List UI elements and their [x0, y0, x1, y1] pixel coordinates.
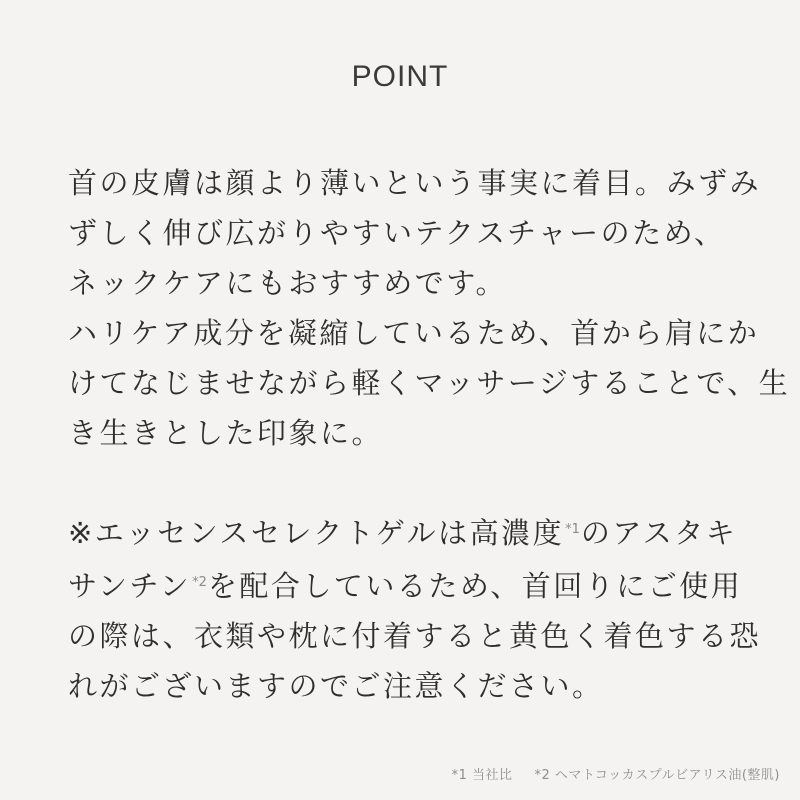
page-title: POINT: [351, 60, 449, 93]
text-line: き生きとした印象に。: [68, 416, 384, 450]
text-line: 首の皮膚は顔より薄いという事実に着目。みずみ: [68, 166, 762, 200]
caution-line-3: の際は、衣類や枕に付着すると黄色く着色する恐: [68, 619, 762, 653]
caution-line-2: [68, 558, 748, 611]
text-line: ネックケアにもおすすめです。: [68, 266, 507, 300]
caution-line-1: [68, 505, 748, 558]
footnote-2: *2 ヘマトコッカスプルビアリス油(整肌): [534, 768, 780, 783]
caution-text: を配合しているため、首回りにご使用: [207, 569, 743, 603]
footnotes: [452, 764, 780, 783]
point-description: [68, 158, 791, 458]
caution-text: ※エッセンスセレクトゲルは高濃度: [68, 516, 565, 550]
footnote-marker-2: *2: [192, 575, 207, 590]
text-line: ハリケア成分を凝縮しているため、首から肩にか: [68, 316, 760, 350]
footnote-marker-1: *1: [565, 522, 580, 537]
caution-note: [68, 505, 762, 711]
caution-line-4: れがございますのでご注意ください。: [68, 669, 604, 703]
footnote-1: *1 当社比: [451, 768, 513, 783]
caution-text: のアスタキ: [580, 516, 738, 550]
caution-text: サンチン: [68, 569, 192, 603]
text-line: ずしく伸び広がりやすいテクスチャーのため、: [68, 216, 726, 250]
text-line: けてなじませながら軽くマッサージすることで、生: [68, 366, 791, 400]
